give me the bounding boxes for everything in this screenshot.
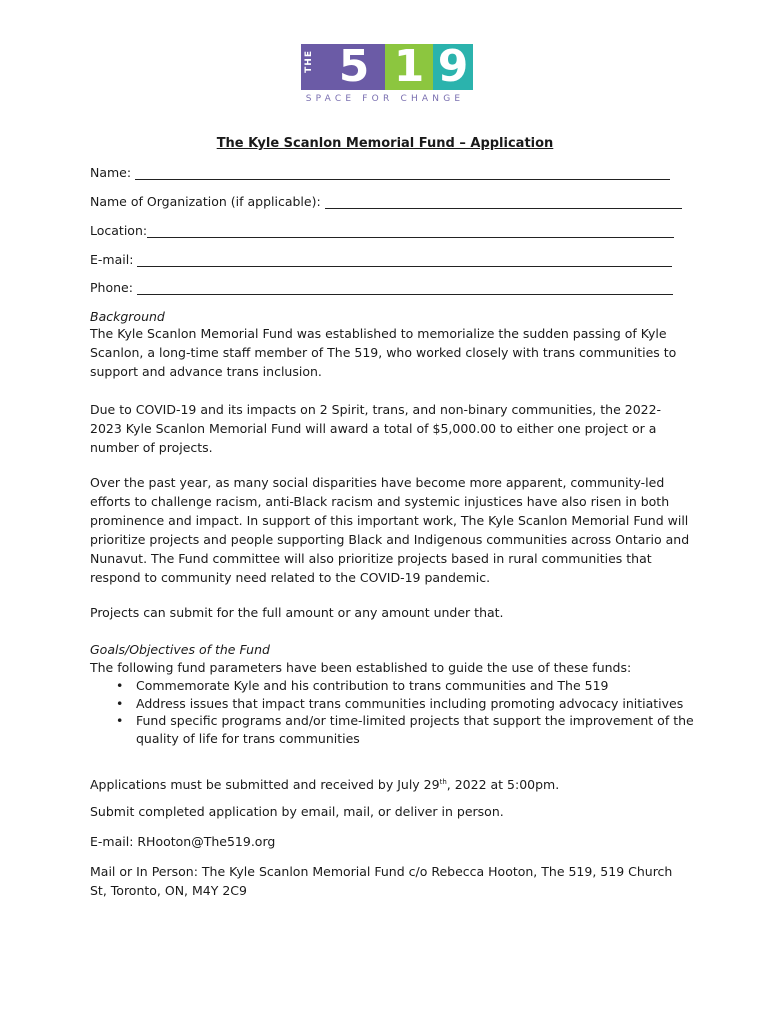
location-label: Location: xyxy=(90,223,148,238)
logo-digit-9-block xyxy=(433,41,473,92)
name-field[interactable] xyxy=(90,165,670,180)
organization-blank-line[interactable] xyxy=(325,196,682,209)
deadline-text xyxy=(90,773,690,794)
deadline-pre: Applications must be submitted and received by July 29 xyxy=(90,777,440,793)
contact-email: E-mail: RHooton@The519.org xyxy=(90,834,276,849)
goal-item: • Address issues that impact trans communities including promoting advocacy initiatives xyxy=(136,695,736,713)
deadline-post: , 2022 at 5:00pm. xyxy=(446,777,560,793)
logo-digit-1-block xyxy=(385,41,433,92)
mail-address: Mail or In Person: The Kyle Scanlon Memorial Fund c/o Rebecca Hooton, The 519, 519 Church St, Toronto, ON, M4Y 2C9 xyxy=(90,864,673,898)
goal-item: • Commemorate Kyle and his contribution to trans communities and The 519 xyxy=(136,677,736,695)
email-field[interactable] xyxy=(90,252,672,267)
phone-blank-line[interactable] xyxy=(137,282,673,295)
logo-digit-1: 1 xyxy=(393,41,425,92)
email-label: E-mail: xyxy=(90,252,134,267)
background-paragraph-2: Due to COVID-19 and its impacts on 2 Spirit, trans, and non-binary communities, the 2022-2023 Kyle Scanlon Memorial Fund will award a total of $5,000.00 to either one project or a number of projects. xyxy=(90,402,662,455)
background-paragraph-1: The Kyle Scanlon Memorial Fund was established to memorialize the sudden passing of Kyle Scanlon, a long-time staff member of The 519, who worked closely with trans communities to support and advance trans inclusion. xyxy=(90,326,677,379)
location-field[interactable] xyxy=(90,223,674,238)
goals-intro: The following fund parameters have been established to guide the use of these funds: xyxy=(90,660,632,675)
email-blank-line[interactable] xyxy=(137,254,672,267)
background-paragraph-4: Projects can submit for the full amount or any amount under that. xyxy=(90,605,504,620)
goals-list xyxy=(90,677,736,747)
background-heading: Background xyxy=(90,309,165,324)
the-519-logo xyxy=(297,41,473,106)
background-paragraph-3: Over the past year, as many social disparities have become more apparent, community-led efforts to challenge racism, anti-Black racism and systemic injustices have also risen in both prominence and impact. In support of this important work, The Kyle Scanlon Memorial Fund will prioritize projects and people supporting Black and Indigenous communities across Ontario and Nunavut. The Fund committee will also prioritize projects based in rural communities that respond to community need related to the COVID-19 pandemic. xyxy=(90,475,690,585)
goals-heading: Goals/Objectives of the Fund xyxy=(90,642,270,657)
logo-digit-9: 9 xyxy=(437,41,469,92)
submission-method: Submit completed application by email, mail, or deliver in person. xyxy=(90,804,504,819)
logo-the-block xyxy=(301,44,323,90)
logo-digit-5-block xyxy=(323,41,385,92)
organization-label: Name of Organization (if applicable): xyxy=(90,194,321,209)
logo-tagline: SPACE FOR CHANGE xyxy=(305,94,465,104)
goal-item: • Fund specific programs and/or time-limited projects that support the improvement of the quality of life for trans communities xyxy=(136,712,736,747)
document-title: The Kyle Scanlon Memorial Fund – Application xyxy=(216,136,554,151)
phone-label: Phone: xyxy=(90,280,133,295)
deadline-sup: th xyxy=(439,778,447,786)
location-blank-line[interactable] xyxy=(147,225,674,238)
logo-the-text: THE xyxy=(304,50,314,73)
organization-field[interactable] xyxy=(90,194,682,209)
name-blank-line[interactable] xyxy=(135,167,670,180)
name-label: Name: xyxy=(90,165,132,180)
phone-field[interactable] xyxy=(90,280,673,295)
logo-digit-5: 5 xyxy=(338,41,370,92)
